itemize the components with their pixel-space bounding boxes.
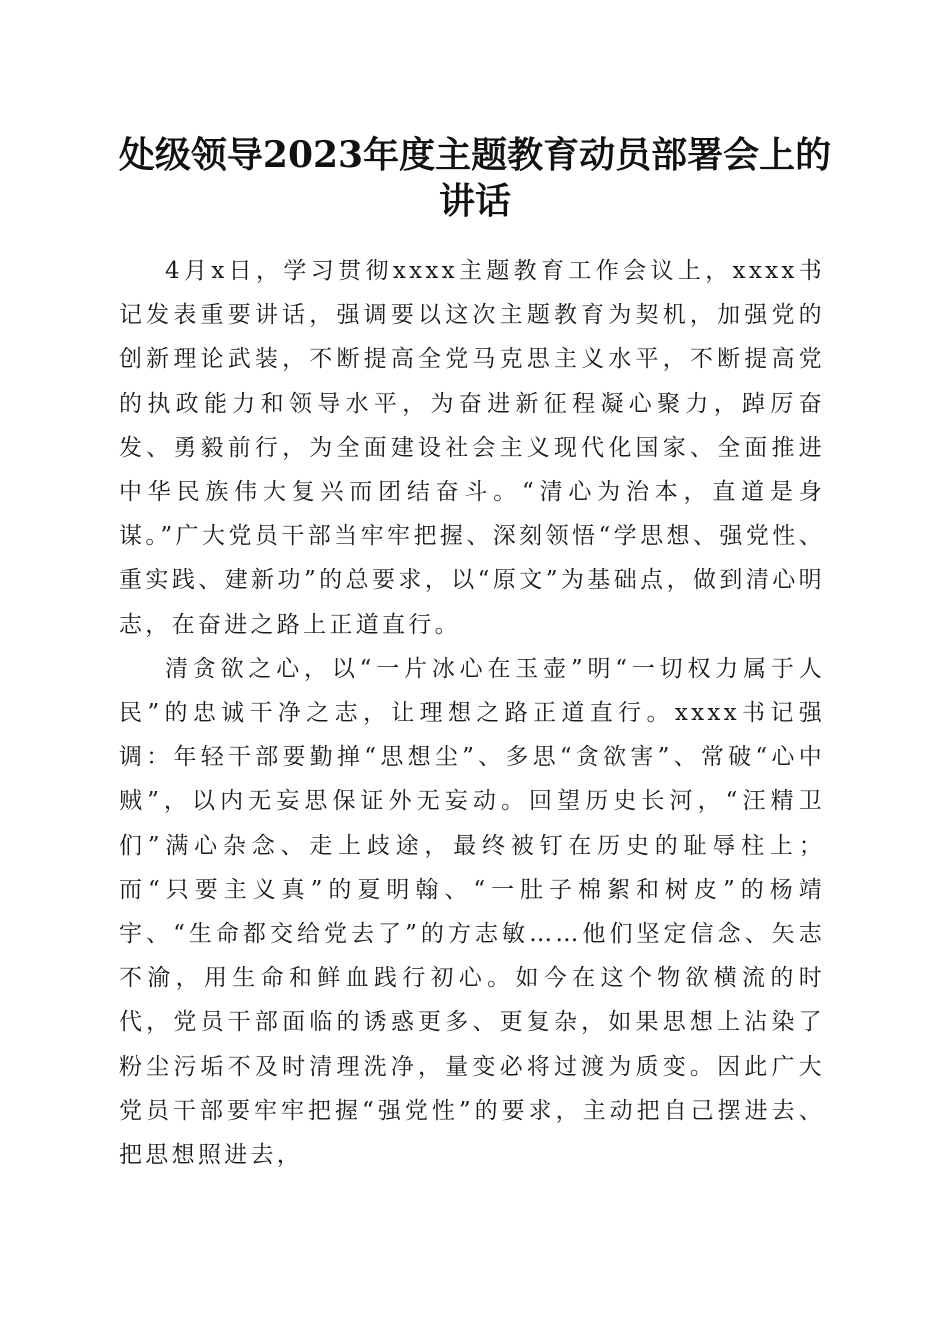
document-title: 处级领导2023年度主题教育动员部署会上的讲话 bbox=[118, 134, 832, 222]
document-body bbox=[119, 249, 825, 1177]
paragraph-1: 4月x日，学习贯彻xxxx主题教育工作会议上，xxxx书记发表重要讲话，强调要以这次主题教育为契机，加强党的创新理论武装，不断提高全党马克思主义水平，不断提高党的执政能力和领导水平，为奋进新征程凝心聚力，踔厉奋发、勇毅前行，为全面建设社会主义现代化国家、全面推进中华民族伟大复兴而团结奋斗。“清心为治本，直道是身谋。”广大党员干部当牢牢把握、深刻领悟“学思想、强党性、重实践、建新功”的总要求，以“原文”为基础点，做到清心明志，在奋进之路上正道直行。 bbox=[119, 258, 825, 638]
paragraph-2: 清贪欲之心，以“一片冰心在玉壶”明“一切权力属于人民”的忠诚干净之志，让理想之路正道直行。xxxx书记强调：年轻干部要勤掸“思想尘”、多思“贪欲害”、常破“心中贼”，以内无妄思保证外无妄动。回望历史长河，“汪精卫们”满心杂念、走上歧途，最终被钉在历史的耻辱柱上；而“只要主义真”的夏明翰、“一肚子棉絮和树皮”的杨靖宇、“生命都交给党去了”的方志敏……他们坚定信念、矢志不渝，用生命和鲜血践行初心。如今在这个物欲横流的时代，党员干部面临的诱惑更多、更复杂，如果思想上沾染了粉尘污垢不及时清理洗净，量变必将过渡为质变。因此广大党员干部要牢牢把握“强党性”的要求，主动把自己摆进去、把思想照进去， bbox=[119, 655, 825, 1169]
